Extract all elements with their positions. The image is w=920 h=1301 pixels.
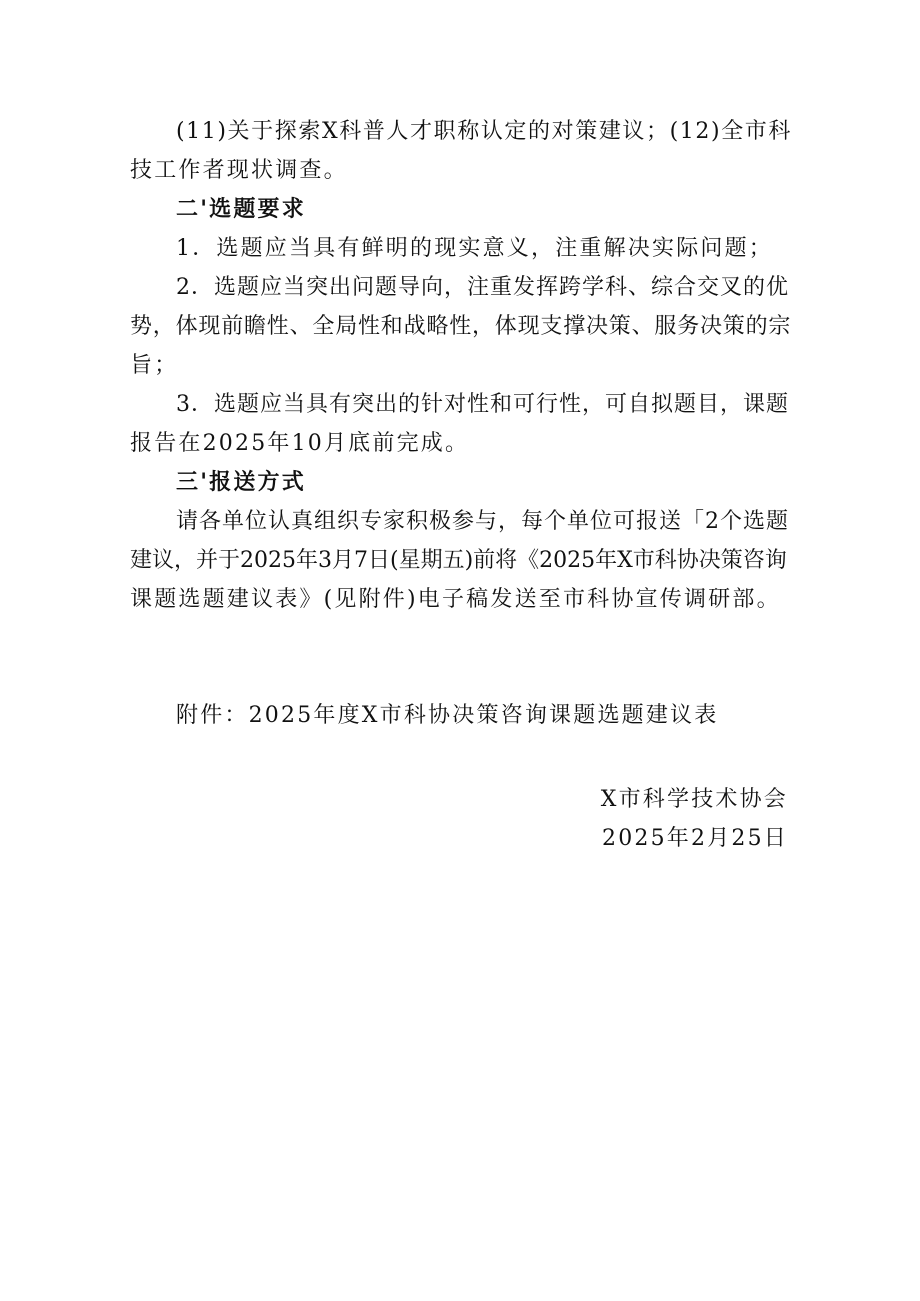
section-heading-requirements: 二'选题要求 — [176, 197, 306, 222]
signature-date: 2025年2月25日 — [602, 826, 788, 851]
requirement-2-line-2: 势，体现前瞻性、全局性和战略性，体现支撑决策、服务决策的宗 — [130, 314, 792, 339]
requirement-2-line-1: 2．选题应当突出问题导向，注重发挥跨学科、综合交叉的优 — [176, 275, 789, 300]
signature-organization: X市科学技术协会 — [600, 787, 788, 812]
submission-paragraph-line-1: 请各单位认真组织专家积极参与，每个单位可报送「2个选题 — [176, 509, 789, 534]
requirement-3-line-2: 报告在2025年10月底前完成。 — [130, 431, 470, 456]
requirement-1: 1．选题应当具有鲜明的现实意义，注重解决实际问题； — [176, 236, 773, 261]
attachment-note: 附件：2025年度X市科协决策咨询课题选题建议表 — [176, 703, 719, 728]
requirement-2-line-3: 旨； — [130, 353, 179, 378]
section-heading-submission: 三'报送方式 — [176, 470, 306, 495]
requirement-3-line-1: 3．选题应当具有突出的针对性和可行性，可自拟题目，课题 — [176, 392, 789, 417]
submission-paragraph-line-3: 课题选题建议表》(见附件)电子稿发送至市科协宣传调研部。 — [130, 587, 781, 612]
list-items-line-1: (11)关于探索X科普人才职称认定的对策建议；(12)全市科 — [176, 119, 792, 144]
list-items-line-2: 技工作者现状调查。 — [130, 158, 348, 183]
submission-paragraph-line-2: 建议，并于2025年3月7日(星期五)前将《2025年X市科协决策咨询 — [130, 548, 787, 573]
